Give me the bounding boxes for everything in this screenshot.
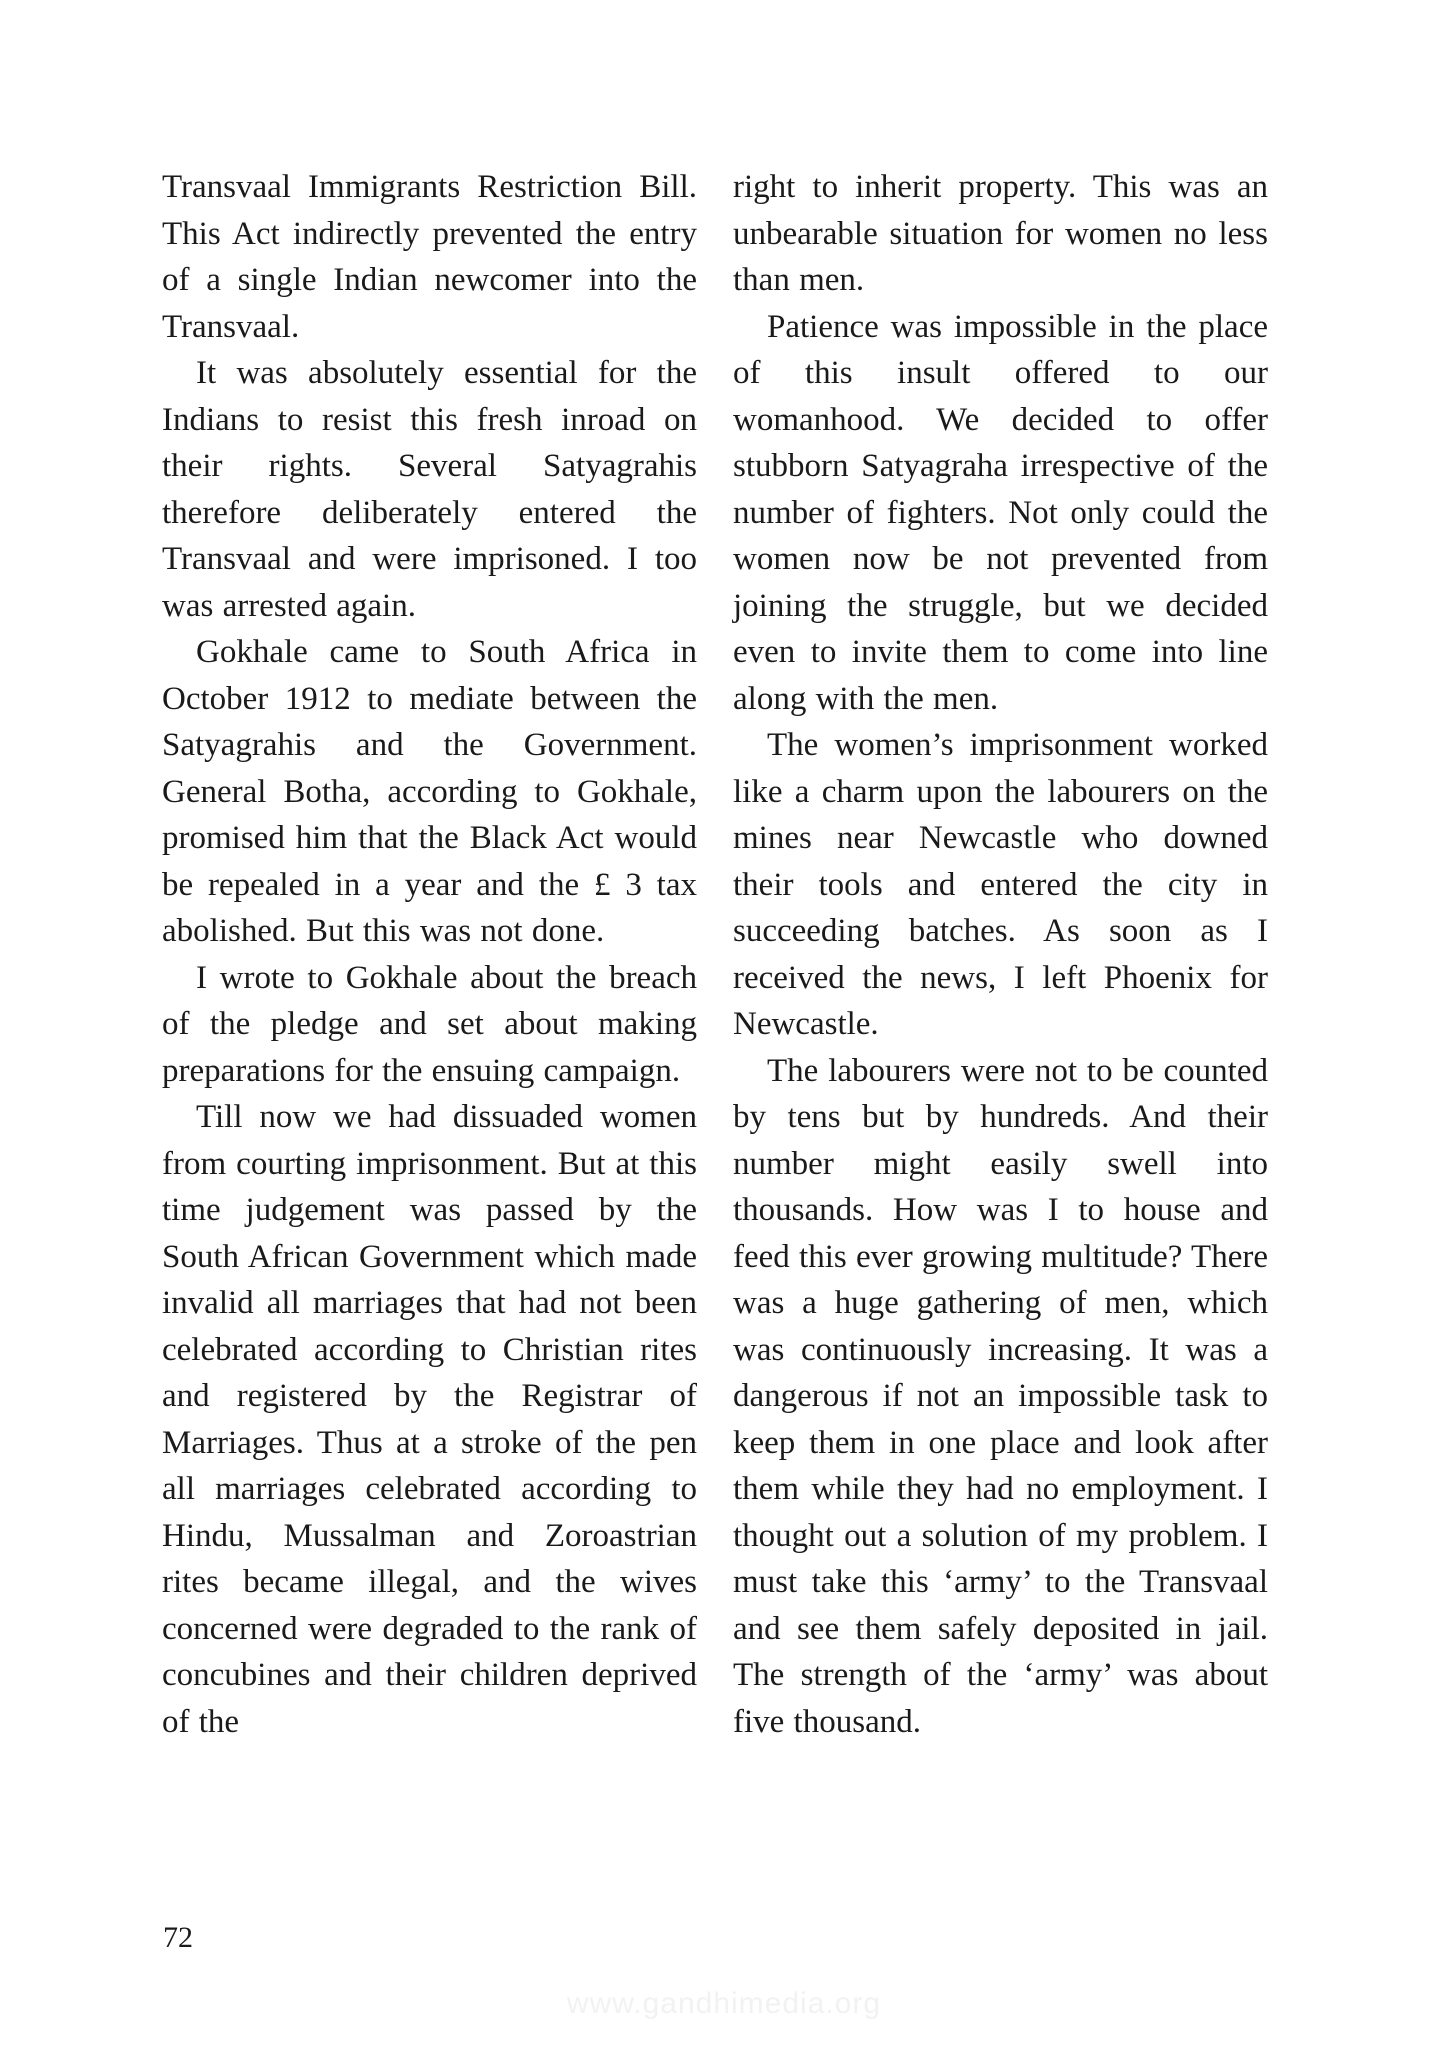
paragraph: right to inherit property. This was an unbearable situation for women no less than men. — [733, 169, 1268, 298]
left-text-column — [162, 164, 697, 1745]
watermark: www.gandhimedia.org — [566, 1987, 882, 2020]
paragraph: The labourers were not to be counted by tens but by hundreds. And their number might easily swell into thousands. How was I to house and feed this ever growing multitude? There was a huge gathering of men, which was continuously increasing. It was a dangerous if not an impossible task to keep them in one place and look after them while they had no employment. I thought out a solution of my problem. I must take this ‘army’ to the Transvaal and see them safely deposited in jail. The strength of the ‘army’ was about five thousand. — [733, 1052, 1268, 1740]
paragraph: It was absolutely essential for the Indians to resist this fresh inroad on their rights. Several Satyagrahis therefore deliberately entered the Transvaal and were imprisoned. I too was arrested again. — [162, 355, 697, 624]
paragraph: The women’s imprisonment worked like a charm upon the labourers on the mines near Newcastle who downed their tools and entered the city in succeeding batches. As soon as I received the news, I left Phoenix for Newcastle. — [733, 727, 1268, 1042]
paragraph: Patience was impossible in the place of this insult offered to our womanhood. We decided to offer stubborn Satyagraha irrespective of the number of fighters. Not only could the women now be not prevented from joining the struggle, but we decided even to invite them to come into line along with the men. — [733, 308, 1268, 717]
paragraph: Transvaal Immigrants Restriction Bill. This Act indirectly prevented the entry of a single Indian newcomer into the Transvaal. — [162, 169, 697, 345]
paragraph: Gokhale came to South Africa in October 1912 to mediate between the Satyagrahis and the Government. General Botha, according to Gokhale, promised him that the Black Act would be repealed in a year and the £ 3 tax abolished. But this was not done. — [162, 634, 697, 949]
page-number: 72 — [163, 1921, 193, 1954]
paragraph: Till now we had dissuaded women from courting imprisonment. But at this time judgement was passed by the South African Government which made invalid all marriages that had not been celebrated according to Christian rites and registered by the Registrar of Marriages. Thus at a stroke of the pen all marriages celebrated according to Hindu, Mussalman and Zoroastrian rites became illegal, and the wives concerned were degraded to the rank of concubines and their children deprived of the — [162, 1099, 697, 1740]
right-text-column — [733, 164, 1268, 1745]
paragraph: I wrote to Gokhale about the breach of the pledge and set about making preparations for the ensuing campaign. — [162, 959, 697, 1089]
